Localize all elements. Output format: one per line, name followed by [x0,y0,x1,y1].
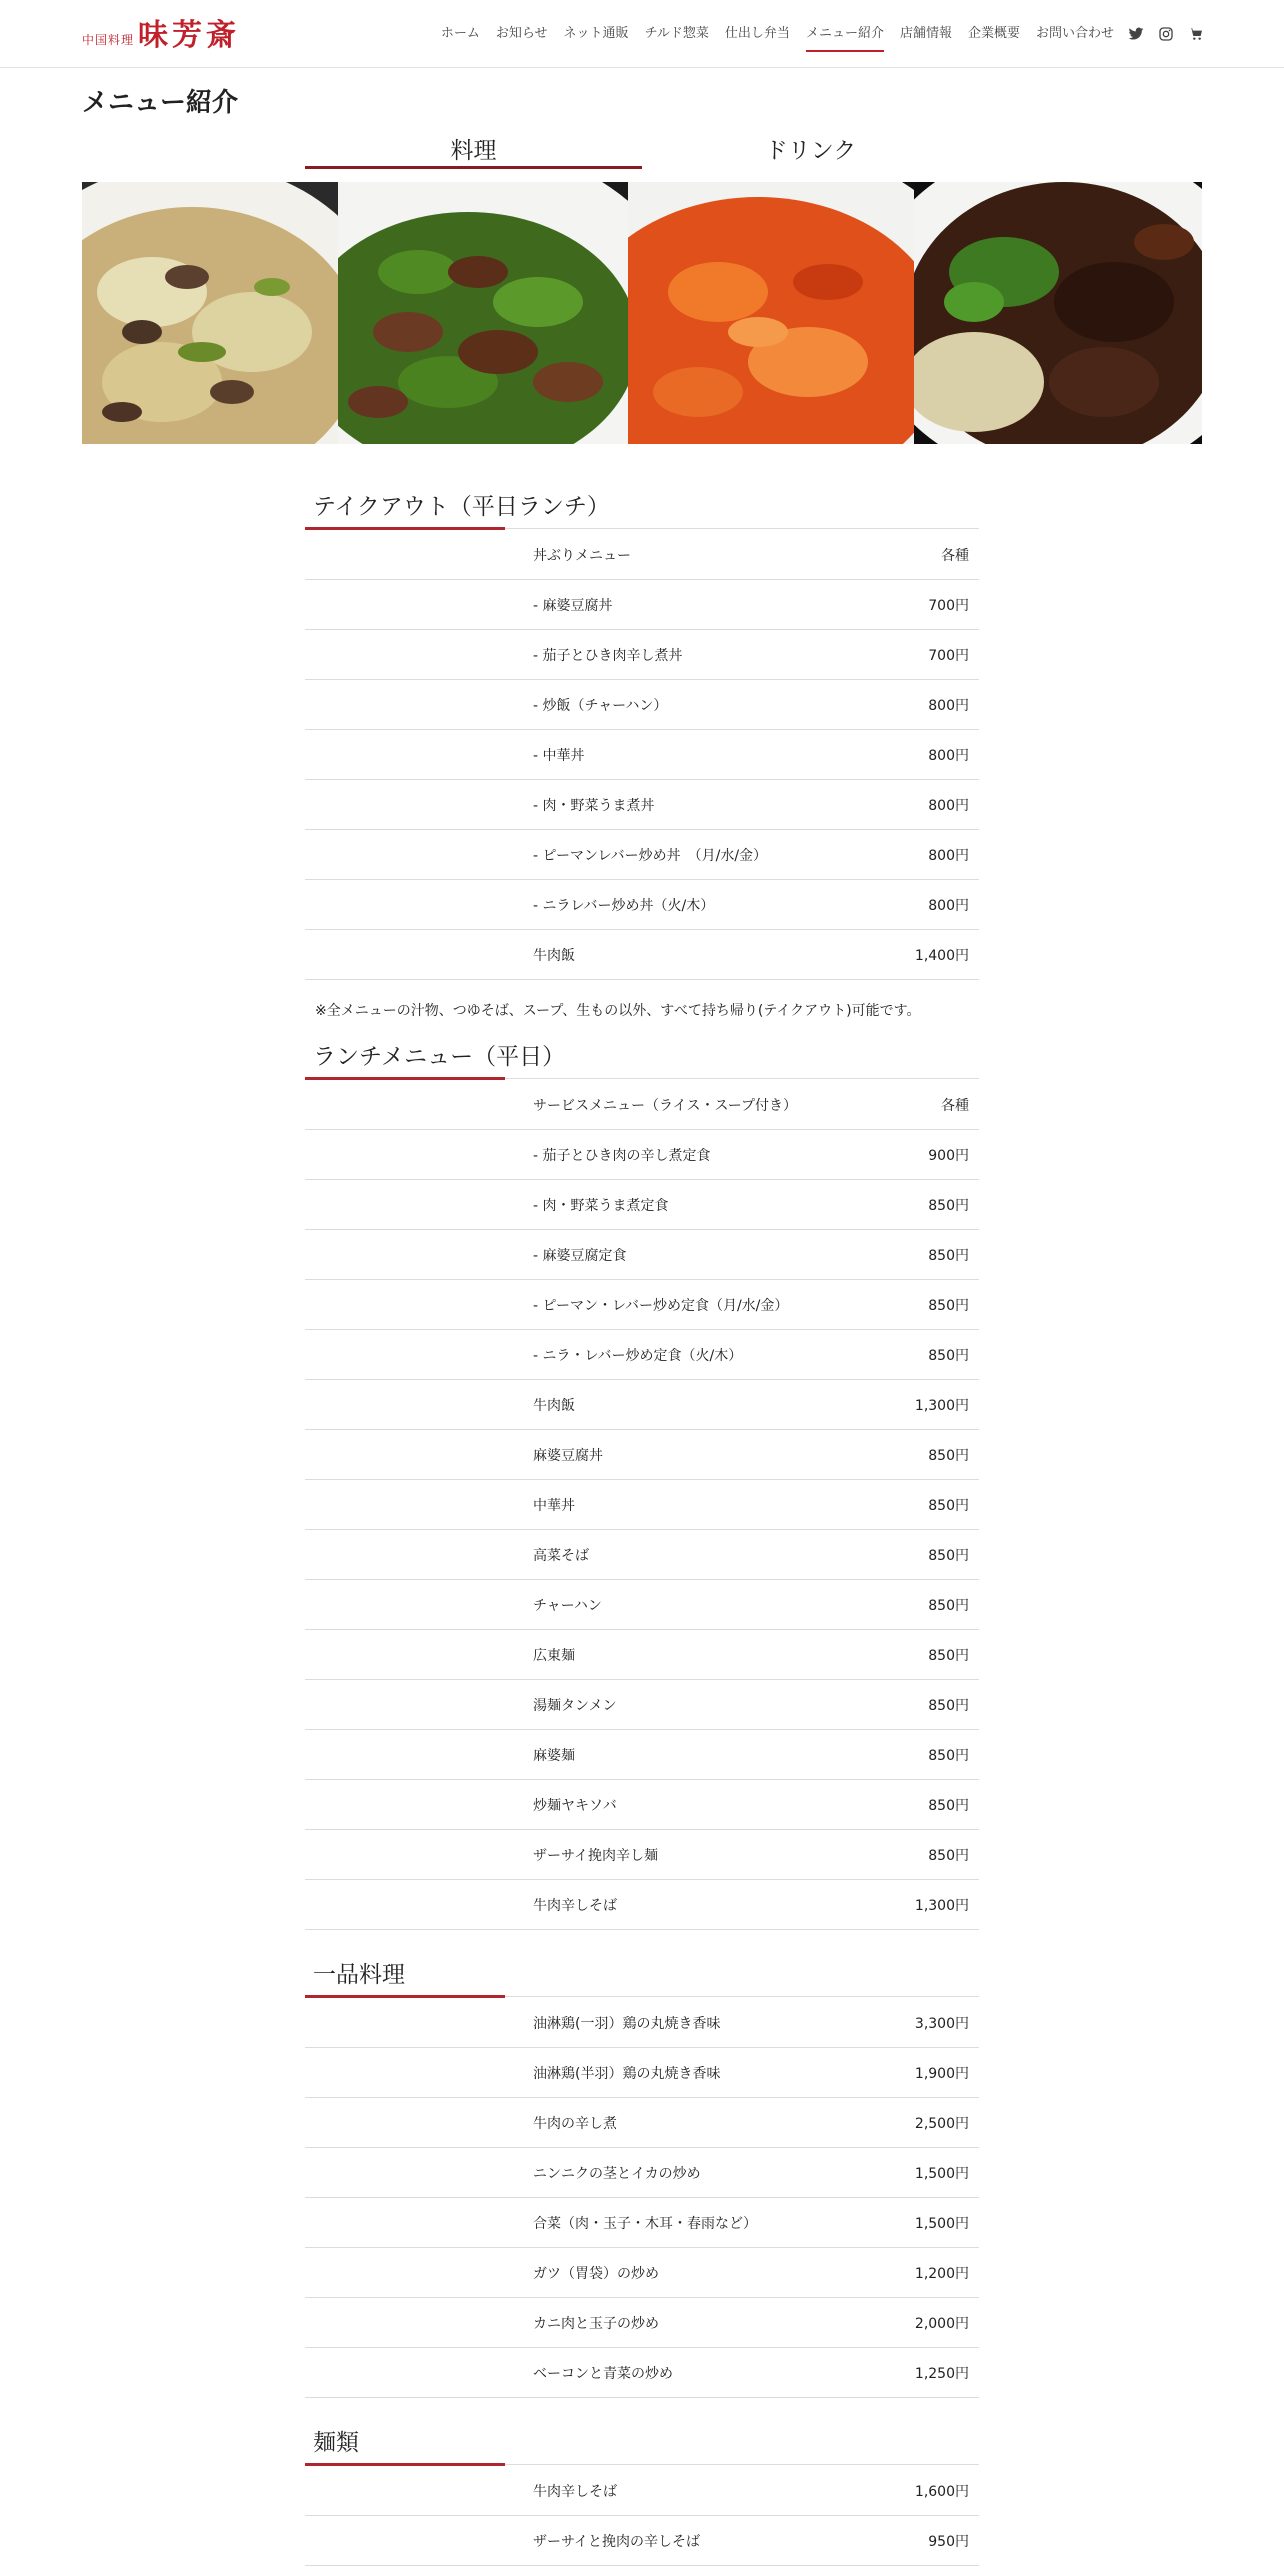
menu-item-name: 牛肉飯 [533,947,575,964]
nav-item-online-shop[interactable]: ネット通販 [563,26,629,41]
menu-item-price: 850円 [928,1347,969,1364]
nav-item-company[interactable]: 企業概要 [967,26,1020,41]
nav-item-chilled-dishes[interactable]: チルド惣菜 [644,26,709,41]
tab-food[interactable]: 料理 [305,136,642,169]
table-row [305,1730,979,1780]
menu-item-name: 炒麺ヤキソバ [533,1797,617,1814]
table-row [305,1330,979,1380]
section-title-a-la-carte: 一品料理 [305,1960,979,1998]
menu-item-price: 850円 [928,1197,969,1214]
menu-item-name: ガツ（胃袋）の炒め [533,2265,659,2282]
cart-icon[interactable] [1188,26,1204,42]
main-nav [425,20,1204,48]
table-row [305,1480,979,1530]
site-logo[interactable] [82,14,240,54]
menu-item-name: カニ肉と玉子の炒め [533,2315,659,2332]
beef-noodle-photo [914,182,1202,444]
table-row [305,1580,979,1630]
menu-list [305,492,979,2566]
menu-item-name: 油淋鶏(半羽）鶏の丸焼き香味 [533,2065,721,2082]
menu-item-price: 1,300円 [914,1397,969,1414]
menu-item-price: 700円 [928,647,969,664]
table-row [305,2198,979,2248]
menu-item-name: - 炒飯（チャーハン） [533,697,668,714]
table-row [305,1530,979,1580]
menu-item-price: 850円 [928,1497,969,1514]
table-row [305,930,979,980]
menu-item-price: 850円 [928,1597,969,1614]
menu-item-name: 油淋鶏(一羽）鶏の丸焼き香味 [533,2015,721,2032]
menu-item-name: ザーサイ挽肉辛し麺 [533,1847,659,1864]
table-row [305,830,979,880]
menu-item-name: - 麻婆豆腐定食 [533,1247,627,1264]
table-row [305,530,979,580]
twitter-icon[interactable] [1128,26,1144,42]
table-row [305,2466,979,2516]
menu-item-price: 850円 [928,1747,969,1764]
menu-item-price: 2,500円 [914,2115,969,2132]
cabbage-stir-fry-photo [82,182,338,444]
nav-item-catering[interactable]: 仕出し弁当 [724,26,790,41]
menu-item-price: 850円 [928,1297,969,1314]
menu-item-name: サービスメニュー（ライス・スープ付き） [533,1097,798,1114]
logo-title: 味芳斎 [138,18,241,53]
menu-item-name: 広東麺 [533,1647,575,1664]
menu-item-name: チャーハン [533,1597,602,1614]
nav-item-home[interactable]: ホーム [440,26,480,41]
table-row [305,1280,979,1330]
menu-item-price: 各種 [941,1097,969,1114]
menu-item-price: 800円 [928,847,969,864]
menu-item-price: 800円 [928,897,969,914]
section-title-lunch: ランチメニュー（平日） [305,1042,979,1080]
menu-item-price: 1,300円 [914,1897,969,1914]
page-title: メニュー紹介 [82,88,239,118]
menu-item-name: ザーサイと挽肉の辛しそば [533,2533,701,2550]
menu-item-name: ベーコンと青菜の炒め [533,2365,673,2382]
site-header [0,0,1284,68]
menu-item-price: 850円 [928,1847,969,1864]
menu-item-price: 850円 [928,1547,969,1564]
menu-item-price: 800円 [928,747,969,764]
table-row [305,630,979,680]
tab-drink[interactable]: ドリンク [764,138,857,164]
menu-item-price: 800円 [928,797,969,814]
menu-item-name: 合菜（肉・玉子・木耳・春雨など） [533,2215,757,2232]
nav-item-news[interactable]: お知らせ [495,26,548,41]
table-row [305,1780,979,1830]
menu-item-price: 1,250円 [914,2365,969,2382]
table-row [305,2516,979,2566]
table-row [305,730,979,780]
beef-pepper-stir-fry-photo [338,182,628,444]
menu-item-price: 950円 [928,2533,969,2550]
table-row [305,1380,979,1430]
menu-item-price: 850円 [928,1797,969,1814]
table-row [305,2148,979,2198]
table-row [305,680,979,730]
section-title-takeout: テイクアウト（平日ランチ） [305,492,979,530]
menu-item-name: - ニラ・レバー炒め定食（火/木） [533,1347,743,1364]
menu-item-name: 牛肉飯 [533,1397,575,1414]
menu-item-price: 850円 [928,1247,969,1264]
table-row [305,2248,979,2298]
table-row [305,1880,979,1930]
menu-item-price: 900円 [928,1147,969,1164]
table-row [305,1180,979,1230]
takeout-note: ※全メニューの汁物、つゆそば、スープ、生もの以外、すべて持ち帰り(テイクアウト)可能です。 [315,1003,921,1019]
nav-item-menu[interactable]: メニュー紹介 [806,20,884,48]
menu-item-price: 2,000円 [914,2315,969,2332]
mapo-tofu-photo [628,182,914,444]
menu-item-name: 高菜そば [533,1547,589,1564]
menu-item-price: 3,300円 [914,2015,969,2032]
table-row [305,1080,979,1130]
menu-item-name: 中華丼 [533,1497,575,1514]
menu-item-price: 1,200円 [914,2265,969,2282]
table-row [305,580,979,630]
menu-category-tabs [305,136,979,168]
menu-item-name: 牛肉の辛し煮 [533,2115,617,2132]
section-title-noodles: 麺類 [305,2428,979,2466]
menu-item-price: 1,500円 [914,2165,969,2182]
menu-item-name: 湯麺タンメン [533,1697,617,1714]
menu-item-price: 1,500円 [914,2215,969,2232]
menu-item-name: - ピーマンレバー炒め丼 （月/水/金） [533,847,768,864]
table-row [305,1830,979,1880]
menu-item-price: 850円 [928,1697,969,1714]
table-row [305,2348,979,2398]
section-gap [305,1930,979,1960]
menu-item-name: - 麻婆豆腐丼 [533,597,613,614]
menu-item-name: 麻婆豆腐丼 [533,1447,603,1464]
menu-item-name: - 肉・野菜うま煮丼 [533,797,655,814]
menu-item-price: 850円 [928,1447,969,1464]
menu-item-price: 1,400円 [914,947,969,964]
menu-item-name: - 茄子とひき肉の辛し煮定食 [533,1147,711,1164]
table-row [305,1680,979,1730]
table-row [305,1430,979,1480]
menu-item-name: - 茄子とひき肉辛し煮丼 [533,647,683,664]
menu-item-price: 700円 [928,597,969,614]
nav-item-store-info[interactable]: 店舗情報 [899,26,952,41]
menu-item-name: 丼ぶりメニュー [533,547,631,564]
instagram-icon[interactable] [1158,26,1174,42]
food-photo-strip [82,182,1202,444]
menu-item-name: 麻婆麺 [533,1747,575,1764]
menu-item-name: - ニラレバー炒め丼（火/木） [533,897,715,914]
table-row [305,2298,979,2348]
table-row [305,1130,979,1180]
section-gap [305,2398,979,2428]
logo-subtitle: 中国料理 [82,33,135,47]
menu-item-name: - 肉・野菜うま煮定食 [533,1197,669,1214]
menu-item-price: 1,600円 [914,2483,969,2500]
menu-item-price: 850円 [928,1647,969,1664]
table-row [305,1630,979,1680]
menu-item-name: 牛肉辛しそば [533,1897,617,1914]
menu-item-name: ニンニクの茎とイカの炒め [533,2165,701,2182]
table-row [305,880,979,930]
table-row [305,1230,979,1280]
menu-item-price: 各種 [941,547,969,564]
table-row [305,780,979,830]
table-row [305,2048,979,2098]
menu-item-name: - 中華丼 [533,747,585,764]
menu-item-price: 1,900円 [914,2065,969,2082]
menu-item-price: 800円 [928,697,969,714]
table-row [305,2098,979,2148]
nav-item-contact[interactable]: お問い合わせ [1035,26,1114,41]
menu-item-name: - ピーマン・レバー炒め定食（月/水/金） [533,1297,789,1314]
menu-item-name: 牛肉辛しそば [533,2483,617,2500]
table-row [305,1998,979,2048]
